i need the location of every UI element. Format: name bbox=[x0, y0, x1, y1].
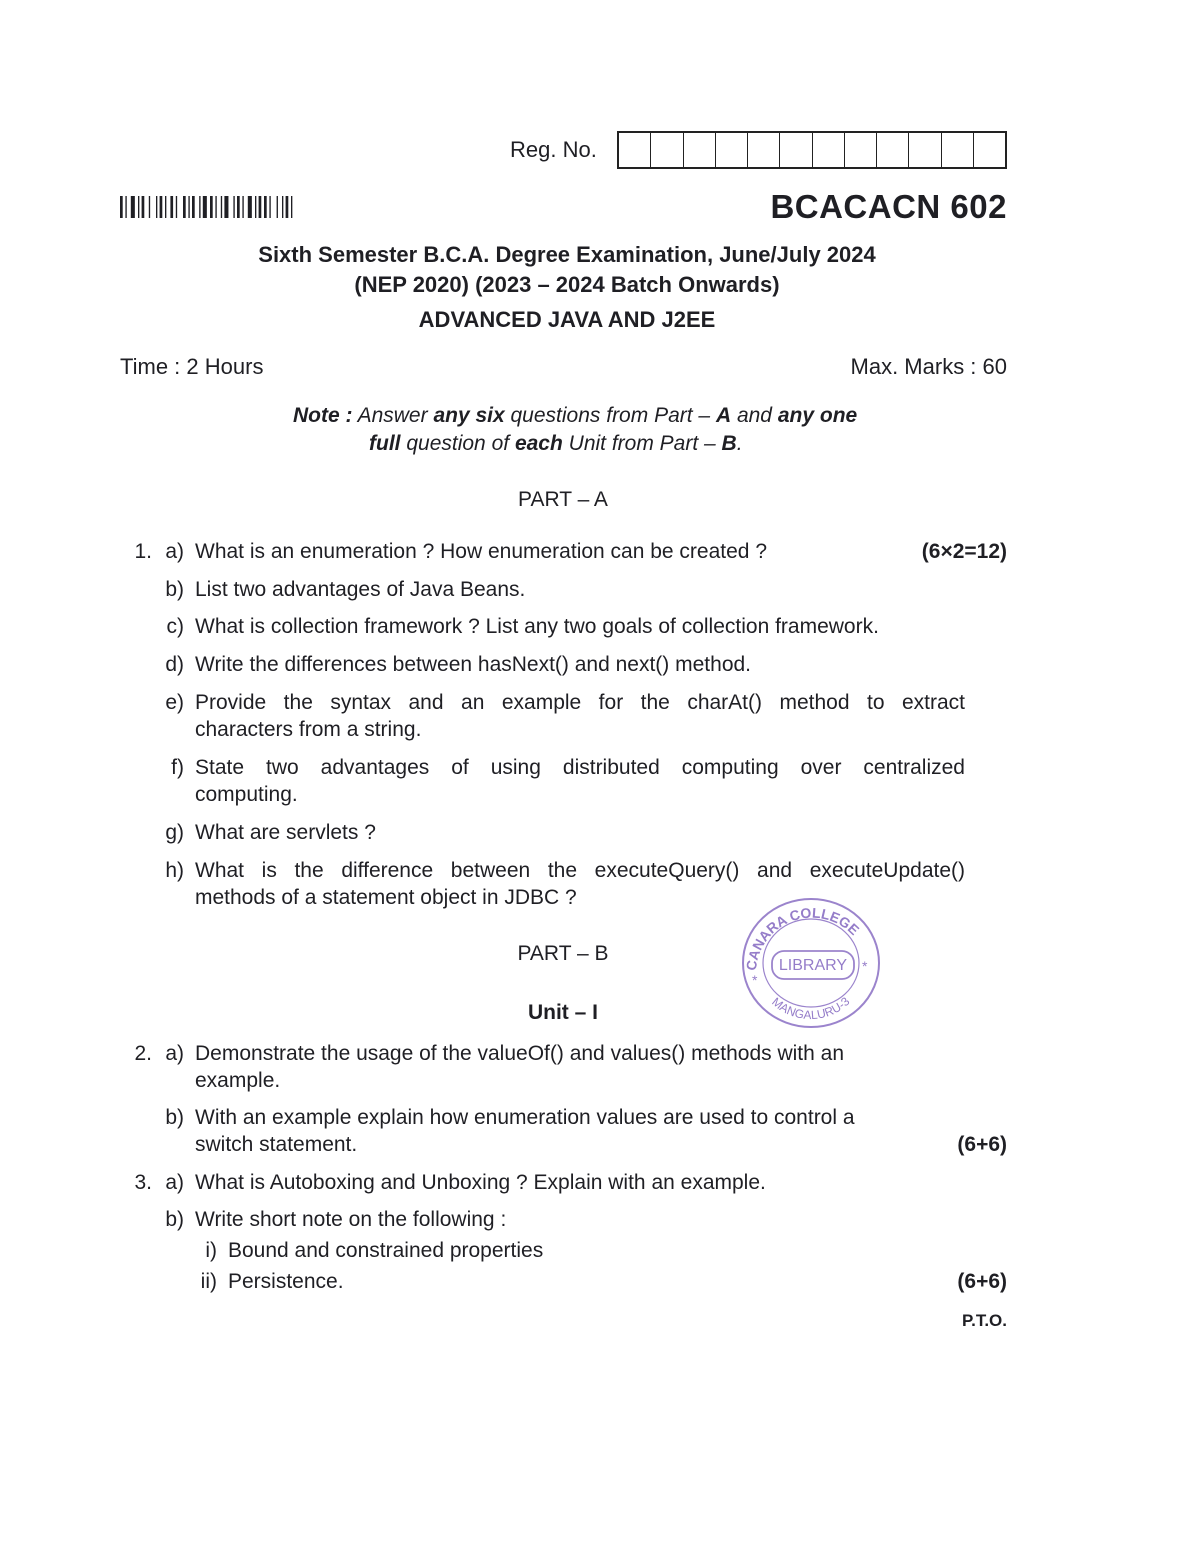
note-label: Note : bbox=[293, 404, 353, 427]
subject-title: ADVANCED JAVA AND J2EE bbox=[418, 307, 716, 332]
question-marks: (6+6) bbox=[957, 1270, 1007, 1293]
question-1h-line2: methods of a statement object in JDBC ? bbox=[195, 886, 577, 909]
question-1f-line2: computing. bbox=[195, 783, 298, 806]
unit-heading: Unit – I bbox=[527, 1001, 598, 1024]
question-2a-line1: Demonstrate the usage of the valueOf() and values() methods with an bbox=[195, 1042, 845, 1065]
item-label: a) bbox=[165, 1042, 184, 1065]
svg-text:*: * bbox=[752, 972, 758, 988]
item-label: b) bbox=[165, 1208, 184, 1231]
question-2b-line2: switch statement. bbox=[195, 1133, 358, 1156]
question-1e-line1: Provide the syntax and an example for the charAt() method to extract bbox=[195, 691, 965, 714]
question-number: 2. bbox=[134, 1042, 152, 1065]
question-1e-line2: characters from a string. bbox=[195, 718, 422, 741]
question-2b-line1: With an example explain how enumeration values are used to control a bbox=[195, 1106, 855, 1129]
question-2a-line2: example. bbox=[195, 1069, 281, 1092]
svg-text:CANARA COLLEGE: CANARA COLLEGE bbox=[742, 904, 863, 972]
library-stamp bbox=[738, 893, 884, 1033]
question-marks: (6×2=12) bbox=[921, 540, 1007, 563]
item-label: f) bbox=[171, 756, 184, 779]
question-1g: What are servlets ? bbox=[195, 821, 376, 844]
item-label: h) bbox=[165, 859, 184, 882]
item-label: a) bbox=[165, 1171, 184, 1194]
sub-item-label: i) bbox=[205, 1239, 217, 1262]
exam-batch: (NEP 2020) (2023 – 2024 Batch Onwards) bbox=[354, 272, 780, 297]
item-label: c) bbox=[166, 615, 184, 638]
svg-text:LIBRARY: LIBRARY bbox=[778, 957, 848, 974]
item-label: e) bbox=[165, 691, 184, 714]
question-number: 1. bbox=[134, 540, 152, 563]
question-1d: Write the differences between hasNext() and next() method. bbox=[195, 653, 752, 676]
question-3a: What is Autoboxing and Unboxing ? Explain with an example. bbox=[195, 1171, 766, 1194]
question-1b: List two advantages of Java Beans. bbox=[195, 578, 526, 601]
item-label: b) bbox=[165, 578, 184, 601]
question-1a: What is an enumeration ? How enumeration can be created ? bbox=[195, 540, 767, 563]
item-label: d) bbox=[165, 653, 184, 676]
pto-label: P.T.O. bbox=[961, 1311, 1007, 1330]
item-label: g) bbox=[165, 821, 184, 844]
question-1h-line1: What is the difference between the executeQuery() and executeUpdate() bbox=[195, 859, 965, 882]
svg-text:*: * bbox=[862, 958, 868, 974]
sub-item-label: ii) bbox=[200, 1270, 217, 1293]
question-1c: What is collection framework ? List any two goals of collection framework. bbox=[195, 615, 879, 638]
question-3b-i: Bound and constrained properties bbox=[228, 1239, 544, 1262]
question-marks: (6+6) bbox=[957, 1133, 1007, 1156]
part-a-heading: PART – A bbox=[518, 488, 608, 511]
question-3b-ii: Persistence. bbox=[228, 1270, 344, 1293]
barcode-icon bbox=[120, 196, 362, 218]
exam-time: Time : 2 Hours bbox=[120, 354, 264, 379]
instructions-note: Note : Answer any six questions from Part – A and any one full question of each Unit from Part – B. bbox=[293, 404, 858, 455]
svg-text:MANGALURU-3: MANGALURU-3 bbox=[769, 994, 853, 1023]
reg-no-label: Reg. No. bbox=[510, 137, 597, 162]
question-3b: Write short note on the following : bbox=[195, 1208, 507, 1231]
exam-title: Sixth Semester B.C.A. Degree Examination, June/July 2024 bbox=[258, 242, 876, 267]
question-number: 3. bbox=[134, 1171, 152, 1194]
part-b-heading: PART – B bbox=[517, 942, 609, 965]
question-1f-line1: State two advantages of using distributed computing over centralized bbox=[195, 756, 965, 779]
max-marks: Max. Marks : 60 bbox=[850, 354, 1007, 379]
item-label: b) bbox=[165, 1106, 184, 1129]
reg-no-boxes bbox=[617, 131, 1007, 169]
item-label: a) bbox=[165, 540, 184, 563]
paper-code: BCACACN 602 bbox=[770, 188, 1007, 225]
